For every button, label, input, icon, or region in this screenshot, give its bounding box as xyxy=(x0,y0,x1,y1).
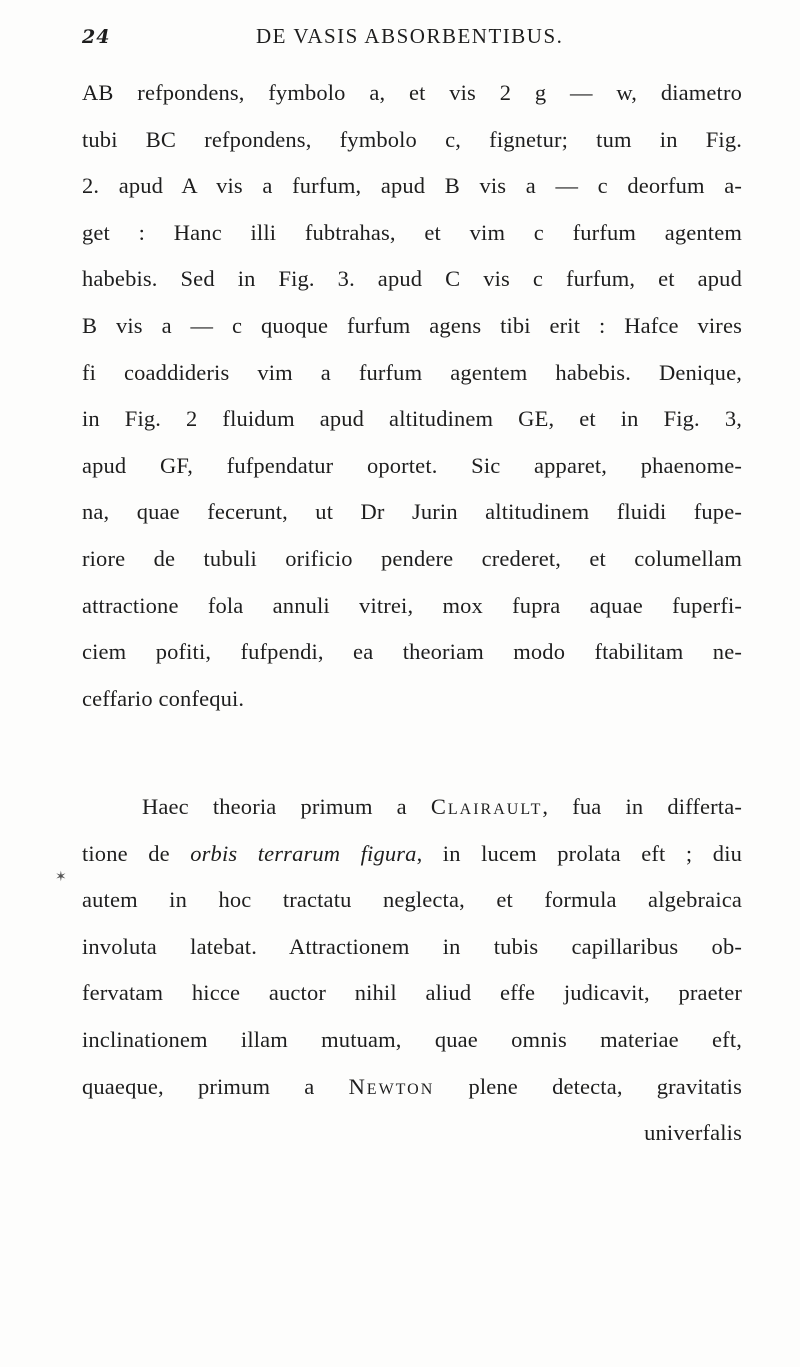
text-line: na, quae fecerunt, ut Dr Jurin altitudinem fluidi fupe- xyxy=(82,499,742,525)
author-name-clairault: Clairault xyxy=(430,794,543,819)
text-line: ciem pofiti, fufpendi, ea theoriam modo ftabilitam ne- xyxy=(82,639,742,665)
book-title: orbis terrarum figura xyxy=(190,840,417,866)
text-line: 2. apud A vis a furfum, apud B vis a — c deorfum a- xyxy=(82,173,742,199)
catchword: univerfalis xyxy=(644,1120,742,1146)
running-title: DE VASIS ABSORBENTIBUS. xyxy=(256,24,564,48)
text-run: tione de xyxy=(82,840,191,866)
text-run: , fua in differta- xyxy=(542,794,742,819)
page-number: 24 xyxy=(82,26,111,48)
text-line: habebis. Sed in Fig. 3. apud C vis c furfum, et apud xyxy=(82,266,742,292)
text-line: get : Hanc illi fubtrahas, et vim c furfum agentem xyxy=(82,219,742,245)
text-line: tubi BC refpondens, fymbolo c, fignetur; tum in Fig. xyxy=(82,126,742,152)
paragraph-2 xyxy=(82,784,742,1157)
text-run: quaeque, primum a xyxy=(82,1073,349,1099)
text-line: in Fig. 2 fluidum apud altitudinem GE, et in Fig. 3, xyxy=(82,406,742,432)
text-line: involuta latebat. Attractionem in tubis capillaribus ob- xyxy=(82,933,742,959)
text-run: Haec theoria primum a xyxy=(142,794,431,819)
text-run: plene detecta, gravitatis xyxy=(434,1073,742,1099)
text-line xyxy=(82,784,742,831)
running-head xyxy=(0,22,800,54)
text-line: fi coaddideris vim a furfum agentem habebis. Denique, xyxy=(82,359,742,385)
text-line: riore de tubuli orificio pendere crederet, et columellam xyxy=(82,545,742,571)
text-line: ceffario confequi. xyxy=(82,685,245,711)
margin-mark-icon: ✶ xyxy=(55,869,67,885)
text-line: autem in hoc tractatu neglecta, et formula algebraica xyxy=(82,887,742,913)
text-line: apud GF, fufpendatur oportet. Sic apparet, phaenome- xyxy=(82,452,742,478)
text-line xyxy=(82,831,742,878)
author-name-newton: Newton xyxy=(348,1073,435,1099)
paragraph-1 xyxy=(82,70,742,722)
text-line: B vis a — c quoque furfum agens tibi erit : Hafce vires xyxy=(82,312,742,338)
text-line: fervatam hicce auctor nihil aliud effe judicavit, praeter xyxy=(82,980,742,1006)
text-line xyxy=(82,1064,742,1111)
text-line: attractione fola annuli vitrei, mox fupra aquae fuperfi- xyxy=(82,592,742,618)
text-run: , in lucem prolata eft ; diu xyxy=(416,840,742,866)
text-line: AB refpondens, fymbolo a, et vis 2 g — w, diametro xyxy=(82,80,742,105)
text-line: inclinationem illam mutuam, quae omnis materiae eft, xyxy=(82,1026,742,1052)
